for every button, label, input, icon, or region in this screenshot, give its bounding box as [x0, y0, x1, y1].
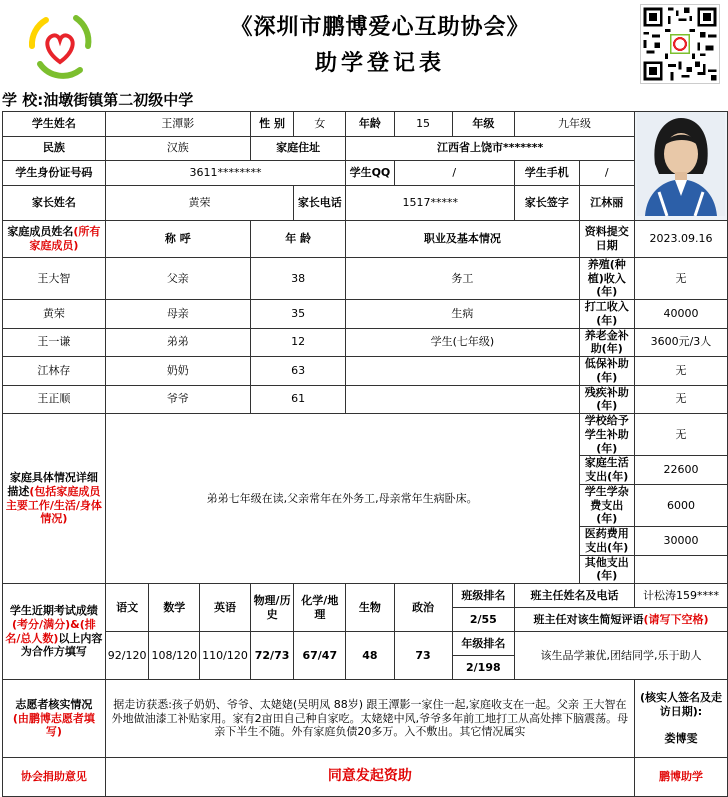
exam-label	[3, 584, 106, 680]
member-age: 38	[250, 257, 345, 299]
qr-code-icon	[640, 4, 720, 84]
teacher-contact-label: 班主任姓名及电话	[515, 584, 635, 608]
parent-signature-label: 家长签字	[515, 185, 579, 220]
class-rank-value: 2/55	[452, 608, 514, 632]
submit-date-value: 2023.09.16	[634, 220, 727, 257]
parent-phone-label: 家长电话	[294, 185, 346, 220]
member-occupation	[346, 385, 579, 414]
gender-value: 女	[294, 112, 346, 137]
family-members-label-text: 家庭成员姓名	[7, 225, 74, 238]
income-label: 养殖(种植)收入(年)	[579, 257, 634, 299]
member-occupation	[346, 357, 579, 386]
parent-name-value: 黄荣	[105, 185, 294, 220]
subject-header: 化学/地理	[294, 584, 346, 632]
member-name: 王正顺	[3, 385, 106, 414]
org-name: 鹏博助学	[634, 758, 727, 797]
expense-value: 22600	[634, 456, 727, 485]
age-value: 15	[394, 112, 452, 137]
table-row	[3, 257, 728, 299]
volunteer-label	[3, 680, 106, 758]
class-rank-label: 班级排名	[452, 584, 514, 608]
grade-label: 年级	[452, 112, 514, 137]
expense-label: 学生学杂费支出(年)	[579, 484, 634, 526]
table-row	[3, 385, 728, 414]
member-relation: 母亲	[105, 300, 250, 329]
member-name: 黄荣	[3, 300, 106, 329]
school-name: 学 校:油墩街镇第二初级中学	[2, 91, 194, 109]
parent-phone-value: 1517*****	[346, 185, 515, 220]
situation-text: 弟弟七年级在读,父亲常年在外务工,母亲常年生病卧床。	[105, 414, 579, 584]
member-age: 35	[250, 300, 345, 329]
student-photo	[634, 112, 727, 221]
student-portrait-icon	[637, 112, 725, 216]
registration-table	[2, 111, 728, 797]
gender-label: 性 别	[250, 112, 293, 137]
exam-label-footer: 以上内容为合作方填写	[20, 631, 103, 659]
ethnicity-value: 汉族	[105, 136, 250, 161]
family-members-label-note: (所有家庭成员)	[29, 225, 101, 252]
member-relation: 父亲	[105, 257, 250, 299]
income-label: 养老金补助(年)	[579, 328, 634, 357]
ethnicity-label: 民族	[3, 136, 106, 161]
score-cell: 92/120	[105, 632, 149, 680]
student-phone-label: 学生手机	[515, 161, 579, 186]
volunteer-label-text: 志愿者核实情况	[15, 697, 93, 711]
student-name-value: 王潭影	[105, 112, 250, 137]
member-age: 12	[250, 328, 345, 357]
teacher-comment-value: 该生品学兼优,团结同学,乐于助人	[515, 632, 728, 680]
subject-header: 英语	[200, 584, 251, 632]
income-value: 40000	[634, 300, 727, 329]
situation-label-text: 家庭具体情况详细描述	[7, 471, 98, 498]
income-label: 低保补助(年)	[579, 357, 634, 386]
score-cell: 72/73	[250, 632, 293, 680]
donation-opinion-label: 协会捐助意见	[3, 758, 106, 797]
member-name: 江林存	[3, 357, 106, 386]
table-row	[3, 300, 728, 329]
grade-rank-label: 年级排名	[452, 632, 514, 656]
visitor-label: (核实人签名及走访日期):	[639, 691, 722, 718]
id-number-value: 3611********	[105, 161, 346, 186]
parent-signature-value: 江林丽	[579, 185, 634, 220]
member-occupation: 学生(七年级)	[346, 328, 579, 357]
member-age: 63	[250, 357, 345, 386]
member-name: 王一谦	[3, 328, 106, 357]
student-phone-value: /	[579, 161, 634, 186]
grade-rank-value: 2/198	[452, 656, 514, 680]
visitor-name: 娄博雯	[664, 732, 698, 746]
expense-value: 无	[634, 414, 727, 456]
id-number-label: 学生身份证号码	[3, 161, 106, 186]
table-row	[3, 328, 728, 357]
expense-value: 6000	[634, 484, 727, 526]
member-occupation: 生病	[346, 300, 579, 329]
subject-header: 生物	[346, 584, 394, 632]
income-label: 打工收入(年)	[579, 300, 634, 329]
situation-label-note: (包括家庭成员主要工作/生活/身体情况)	[5, 484, 102, 526]
score-cell: 110/120	[200, 632, 251, 680]
home-address-label: 家庭住址	[250, 136, 345, 161]
member-age: 61	[250, 385, 345, 414]
score-cell: 48	[346, 632, 394, 680]
expense-label: 学校给予学生补助(年)	[579, 414, 634, 456]
expense-value	[634, 555, 727, 584]
member-relation: 爷爷	[105, 385, 250, 414]
exam-label-note: (考分/满分)&(排名/总人数)	[5, 617, 96, 645]
family-members-label	[3, 220, 106, 257]
member-name: 王大智	[3, 257, 106, 299]
parent-name-label: 家长姓名	[3, 185, 106, 220]
age-label: 年龄	[346, 112, 394, 137]
score-cell: 73	[394, 632, 452, 680]
expense-label: 医药费用支出(年)	[579, 527, 634, 556]
situation-label	[3, 414, 106, 584]
form-title: 《深圳市鹏博爱心互助协会》	[230, 14, 530, 40]
teacher-comment-label-note: (请写下空格)	[643, 612, 709, 626]
income-value: 3600元/3人	[634, 328, 727, 357]
member-occupation: 务工	[346, 257, 579, 299]
association-logo	[22, 6, 98, 82]
score-cell: 108/120	[149, 632, 200, 680]
teacher-contact-value: 计松涛159****	[634, 584, 727, 608]
teacher-comment-label	[515, 608, 728, 632]
donation-decision: 同意发起资助	[105, 758, 634, 797]
member-relation: 奶奶	[105, 357, 250, 386]
student-qq-label: 学生QQ	[346, 161, 394, 186]
subject-header: 语文	[105, 584, 149, 632]
income-value: 无	[634, 385, 727, 414]
income-value: 无	[634, 257, 727, 299]
submit-date-label: 资料提交日期	[579, 220, 634, 257]
student-qq-value: /	[394, 161, 515, 186]
income-label: 残疾补助(年)	[579, 385, 634, 414]
exam-label-text: 学生近期考试成绩	[9, 604, 98, 617]
teacher-comment-label-text: 班主任对该生简短评语	[533, 612, 644, 626]
grade-value: 九年级	[515, 112, 635, 137]
income-value: 无	[634, 357, 727, 386]
visitor-cell	[634, 680, 727, 758]
expense-label: 其他支出(年)	[579, 555, 634, 584]
relation-header: 称 呼	[105, 220, 250, 257]
expense-label: 家庭生活支出(年)	[579, 456, 634, 485]
subject-header: 物理/历史	[250, 584, 293, 632]
form-subtitle: 助学登记表	[314, 50, 445, 76]
table-row	[3, 357, 728, 386]
visit-text: 据走访获悉:孩子奶奶、爷爷、太姥姥(吴明凤 88岁) 跟王潭影一家住一起,家庭收支在一起。父亲 王大智在外地做油漆工补贴家用。家有2亩田自己种自家吃。太姥姥中风,爷爷多年前工地打工从高处摔下脑震荡。母亲下半生不随。外有家庭负债20多万。入不敷出。其它情况属实	[105, 680, 634, 758]
occupation-header: 职业及基本情况	[346, 220, 579, 257]
home-address-value: 江西省上饶市*******	[346, 136, 635, 161]
member-relation: 弟弟	[105, 328, 250, 357]
score-cell: 67/47	[294, 632, 346, 680]
subject-header: 政治	[394, 584, 452, 632]
subject-header: 数学	[149, 584, 200, 632]
volunteer-label-note: (由鹏博志愿者填写)	[12, 711, 95, 739]
member-age-header: 年 龄	[250, 220, 345, 257]
expense-value: 30000	[634, 527, 727, 556]
student-name-label: 学生姓名	[3, 112, 106, 137]
